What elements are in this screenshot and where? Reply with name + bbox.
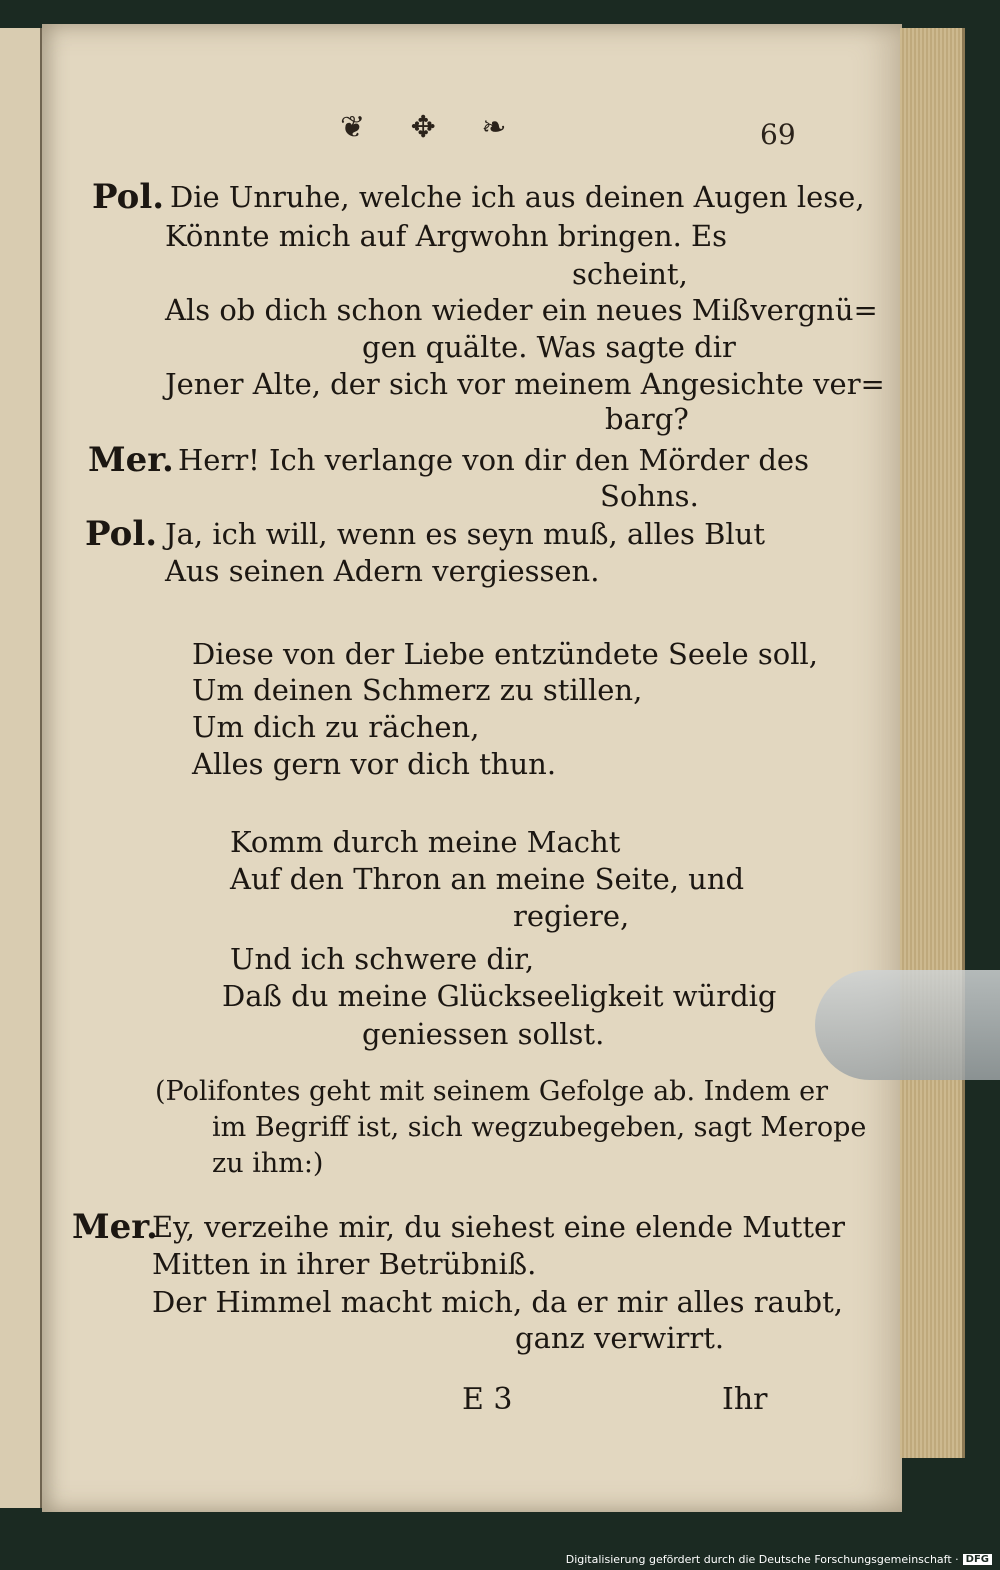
header-ornament: ❦ ✥ ❧ [340, 110, 525, 145]
text-line: Aus seinen Adern vergiessen. [165, 554, 600, 588]
text-line: barg? [605, 402, 689, 436]
text-line: scheint, [572, 257, 688, 291]
text-line: Sohns. [600, 479, 699, 513]
speaker-mer-2: Mer. [72, 1207, 158, 1247]
verse-line: geniessen sollst. [362, 1017, 605, 1051]
text-line: Könnte mich auf Argwohn bringen. Es [165, 219, 728, 253]
credit-line [566, 1553, 992, 1566]
text-line: Ey, verzeihe mir, du siehest eine elende Mutter [152, 1210, 845, 1244]
catchword: Ihr [722, 1382, 768, 1417]
glass-weight [815, 970, 1000, 1080]
signature-mark: E 3 [462, 1382, 513, 1417]
text-line: Als ob dich schon wieder ein neues Mißvergnü= [165, 293, 878, 327]
speaker-mer: Mer. [88, 440, 174, 480]
verse-line: Um deinen Schmerz zu stillen, [192, 673, 643, 707]
text-line: gen quälte. Was sagte dir [362, 330, 736, 364]
verse-line: Auf den Thron an meine Seite, und [230, 862, 745, 896]
verse-line: Diese von der Liebe entzündete Seele soll, [192, 637, 818, 671]
stage-direction: (Polifontes geht mit seinem Gefolge ab. Indem er [155, 1076, 829, 1107]
stage-direction: zu ihm:) [212, 1148, 324, 1179]
stage-direction: im Begriff ist, sich wegzubegeben, sagt Merope [212, 1112, 867, 1143]
text-line: Herr! Ich verlange von dir den Mörder des [178, 443, 809, 477]
verse-line: Alles gern vor dich thun. [192, 747, 557, 781]
verse-line: regiere, [513, 899, 630, 933]
verse-line: Daß du meine Glückseeligkeit würdig [222, 979, 777, 1013]
verse-line: Um dich zu rächen, [192, 710, 480, 744]
verse-line: Und ich schwere dir, [230, 942, 535, 976]
text-line: Die Unruhe, welche ich aus deinen Augen lese, [170, 180, 865, 214]
text-line: Der Himmel macht mich, da er mir alles raubt, [152, 1285, 843, 1319]
page-number: 69 [760, 118, 796, 151]
text-line: Mitten in ihrer Betrübniß. [152, 1247, 537, 1281]
credit-text: Digitalisierung gefördert durch die Deutsche Forschungsgemeinschaft · [565, 1553, 959, 1566]
left-page-edge [0, 28, 43, 1508]
speaker-pol-2: Pol. [85, 514, 158, 554]
verse-line: Komm durch meine Macht [230, 825, 621, 859]
text-line: ganz verwirrt. [515, 1321, 725, 1355]
speaker-pol: Pol. [92, 177, 165, 217]
text-line: Ja, ich will, wenn es seyn muß, alles Blut [165, 517, 765, 551]
page-stack-edge [900, 28, 965, 1458]
dfg-logo: DFG [963, 1554, 992, 1565]
text-line: Jener Alte, der sich vor meinem Angesichte ver= [165, 367, 885, 401]
